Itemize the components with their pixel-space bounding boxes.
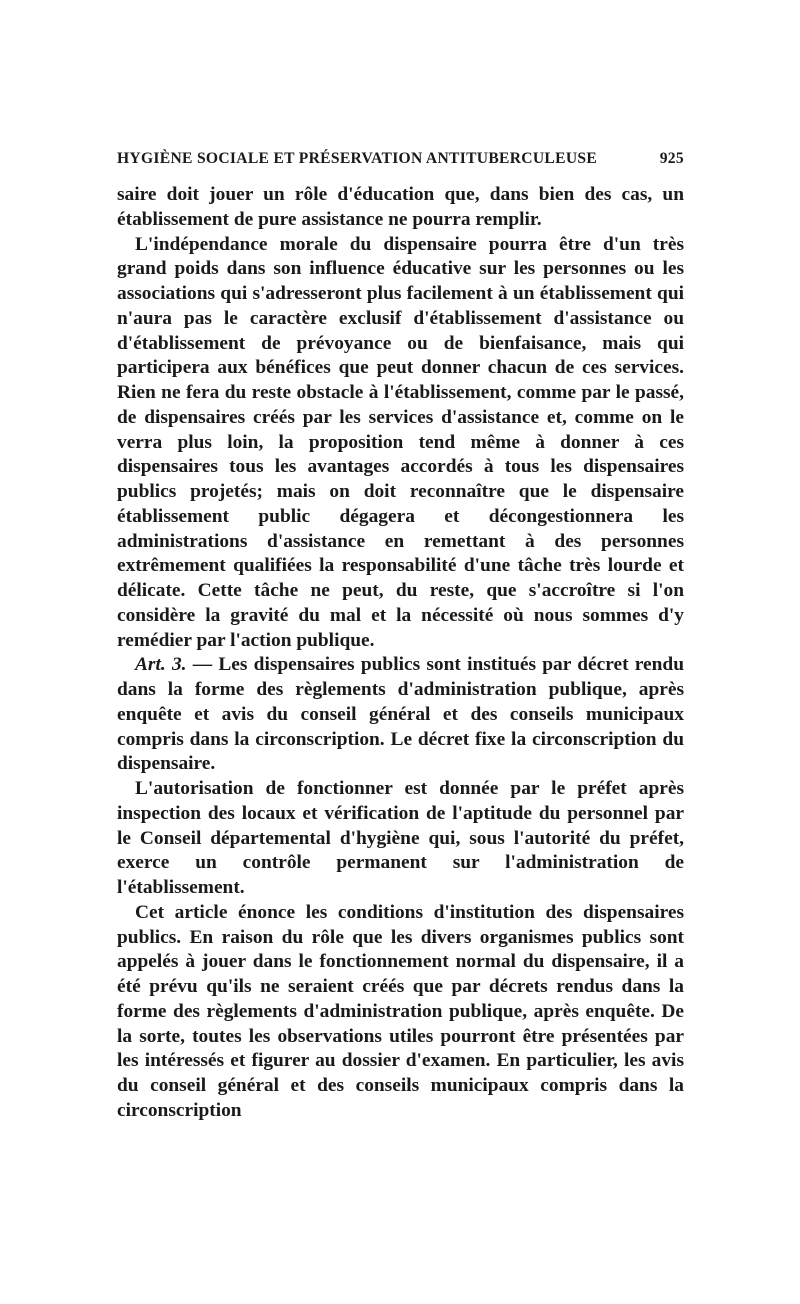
page-number: 925 (659, 150, 684, 167)
paragraph-text: L'indépendance morale du dispensaire pourra être d'un très grand poids dans son influence éducative sur les personnes ou les associations qui s'adresseront plus facilement à un établissement qui n'aura pas le caractère exclusif d'établissement d'assistance ou d'établissement de prévoyance ou de bienfaisance, mais qui participera aux bénéfices que peut donner chacun de ces services. Rien ne fera du reste obstacle à l'établissement, comme par le passé, de dispensaires créés par les services d'assistance et, comme on le verra plus loin, la proposition tend même à donner à ces dispensaires tous les avantages accordés à tous les dispensaires publics projetés; mais on doit reconnaître que le dispensaire établissement public dégagera et décongestionnera les administrations d'assistance en remettant à des personnes extrêmement qualifiées la responsabilité d'une tâche très lourde et délicate. Cette tâche ne peut, du reste, que s'accroître si l'on considère la gravité du mal et la nécessité où nous sommes d'y remédier par l'action publique. (117, 233, 684, 651)
paragraph (117, 233, 684, 654)
paragraph (117, 901, 684, 1124)
running-title: HYGIÈNE SOCIALE ET PRÉSERVATION ANTITUBERCULEUSE (117, 150, 598, 167)
paragraph-continued (117, 183, 684, 233)
paragraph-text: saire doit jouer un rôle d'éducation que, dans bien des cas, un établissement de pure assistance ne pourra remplir. (117, 184, 684, 230)
paragraph-text: Cet article énonce les conditions d'institution des dispensaires publics. En raison du rôle que les divers organismes publics sont appelés à jouer dans le fonctionnement normal du dispensaire, il a été prévu qu'ils ne seraient créés que par décrets rendus dans la forme des règlements d'administration publique, après enquête. De la sorte, toutes les observations utiles pourront être présentées par les intéressés et figurer au dossier d'examen. En particulier, les avis du conseil général et des conseils municipaux compris dans la circonscription (117, 901, 684, 1121)
paragraph-text: — Les dispensaires publics sont institués par décret rendu dans la forme des règlements d'administration publique, après enquête et avis du conseil général et des conseils municipaux compris dans la circonscription. Le décret fixe la circonscription du dispensaire. (117, 654, 684, 775)
article-label: Art. 3. (135, 654, 187, 676)
article-paragraph (117, 653, 684, 777)
paragraph-text: L'autorisation de fonctionner est donnée par le préfet après inspection des locaux et vérification de l'aptitude du personnel par le Conseil départemental d'hygiène qui, sous l'autorité du préfet, exerce un contrôle permanent sur l'administration de l'établissement. (117, 778, 684, 898)
paragraph (117, 777, 684, 901)
body-text (117, 183, 684, 1124)
running-head (117, 150, 684, 168)
